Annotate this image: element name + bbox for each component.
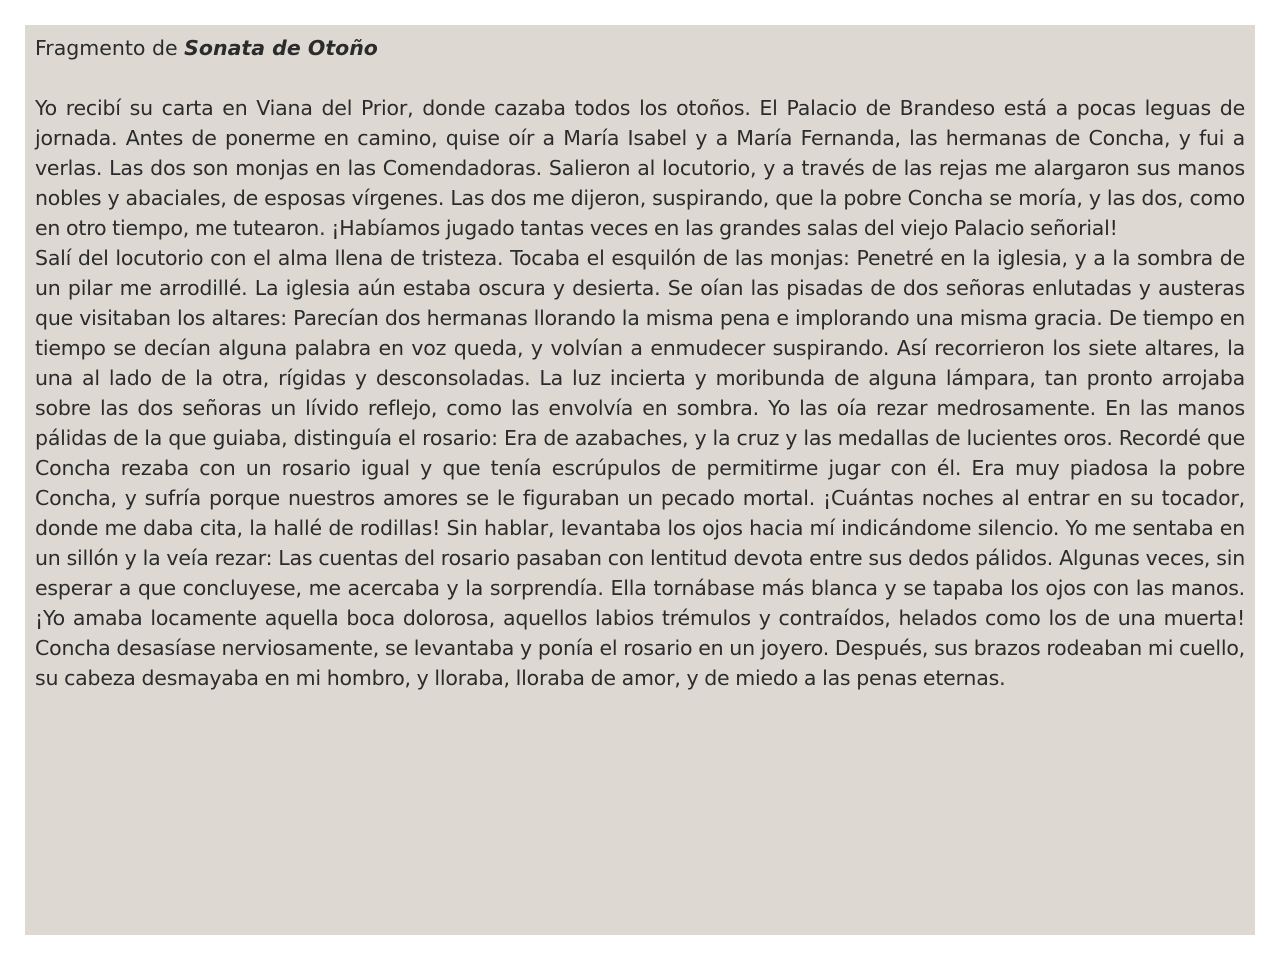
heading-spacer	[35, 63, 1245, 93]
text-panel	[25, 25, 1255, 935]
work-title: Sonata de Otoño	[184, 36, 378, 60]
paragraph-2: Salí del locutorio con el alma llena de tristeza. Tocaba el esquilón de las monjas: Penetré en la iglesia, y a la sombra de un pilar me arrodillé. La iglesia aún estaba oscura y desierta. Se oían las pisadas de dos señoras enlutadas y austeras que visitaban los altares: Parecían dos hermanas llorando la misma pena e implorando una misma gracia. De tiempo en tiempo se decían alguna palabra en voz queda, y volvían a enmudecer suspirando. Así recorrieron los siete altares, la una al lado de la otra, rígidas y desconsoladas. La luz incierta y moribunda de alguna lámpara, tan pronto arrojaba sobre las dos señoras un lívido reflejo, como las envolvía en sombra. Yo las oía rezar medrosamente. En las manos pálidas de la que guiaba, distinguía el rosario: Era de azabaches, y la cruz y las medallas de lucientes oros. Recordé que Concha rezaba con un rosario igual y que tenía escrúpulos de permitirme jugar con él. Era muy piadosa la pobre Concha, y sufría porque nuestros amores se le figuraban un pecado mortal. ¡Cuántas noches al entrar en su tocador, donde me daba cita, la hallé de rodillas! Sin hablar, levantaba los ojos hacia mí indicándome silencio. Yo me sentaba en un sillón y la veía rezar: Las cuentas del rosario pasaban con lentitud devota entre sus dedos pálidos. Algunas veces, sin esperar a que concluyese, me acercaba y la sorprendía. Ella tornábase más blanca y se tapaba los ojos con las manos. ¡Yo amaba locamente aquella boca dolorosa, aquellos labios trémulos y contraídos, helados como los de una muerta! Concha desasíase nerviosamente, se levantaba y ponía el rosario en un joyero. Después, sus brazos rodeaban mi cuello, su cabeza desmayaba en mi hombro, y lloraba, lloraba de amor, y de miedo a las penas eternas.	[35, 246, 1245, 690]
heading-prefix: Fragmento de	[35, 36, 185, 60]
paragraph-1: Yo recibí su carta en Viana del Prior, donde cazaba todos los otoños. El Palacio de Brandeso está a pocas leguas de jornada. Antes de ponerme en camino, quise oír a María Isabel y a María Fernanda, las hermanas de Concha, y fui a verlas. Las dos son monjas en las Comendadoras. Salieron al locutorio, y a través de las rejas me alargaron sus manos nobles y abaciales, de esposas vírgenes. Las dos me dijeron, suspirando, que la pobre Concha se moría, y las dos, como en otro tiempo, me tutearon. ¡Habíamos jugado tantas veces en las grandes salas del viejo Palacio señorial!	[35, 96, 1245, 240]
fragment-heading	[35, 33, 1245, 63]
